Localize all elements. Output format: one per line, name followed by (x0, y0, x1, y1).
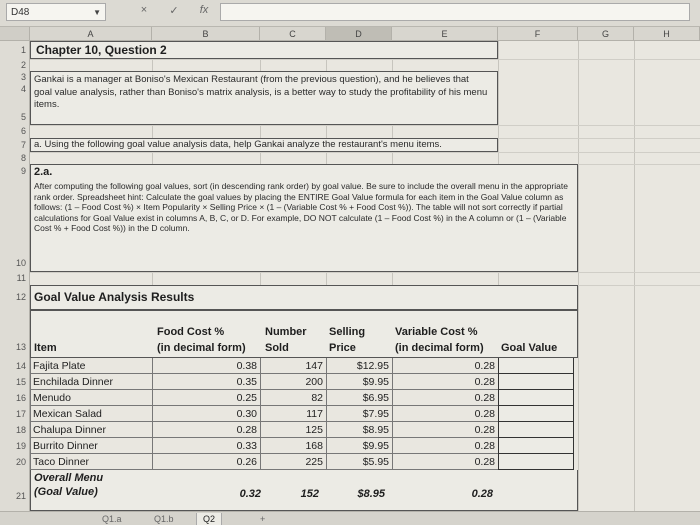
food-cost-cell[interactable]: 0.38 (152, 358, 261, 374)
row-header-21[interactable]: 21 (0, 470, 30, 511)
row-header-11[interactable]: 11 (0, 272, 30, 285)
sheet-tab-bar (0, 511, 700, 525)
name-box[interactable] (6, 3, 106, 21)
var-cost-cell[interactable]: 0.28 (392, 438, 499, 454)
price-cell[interactable]: $12.95 (326, 358, 393, 374)
row-header-20[interactable]: 20 (0, 454, 30, 470)
add-sheet-icon[interactable]: + (260, 514, 266, 524)
row-header-2[interactable]: 2 (0, 59, 30, 71)
overall-var-cost: 0.28 (471, 488, 493, 500)
column-header-e[interactable]: E (392, 27, 498, 41)
food-cost-cell[interactable]: 0.35 (152, 374, 261, 390)
goal-value-cell[interactable] (498, 390, 574, 406)
row-header-18[interactable]: 18 (0, 422, 30, 438)
header-var-2: (in decimal form) (395, 342, 484, 354)
instruction-text: a. Using the following goal value analysis data, help Gankai analyze the restaurant's menu items. (34, 139, 442, 150)
goal-value-cell[interactable] (498, 454, 574, 470)
goal-value-cell[interactable] (498, 422, 574, 438)
sold-cell[interactable]: 200 (260, 374, 327, 390)
part-label: 2.a. (34, 166, 53, 178)
price-cell[interactable]: $5.95 (326, 454, 393, 470)
price-cell[interactable]: $9.95 (326, 374, 393, 390)
header-var-1: Variable Cost % (395, 326, 478, 338)
var-cost-cell[interactable]: 0.28 (392, 358, 499, 374)
row-header-12[interactable]: 12 (0, 285, 30, 310)
header-number-1: Number (265, 326, 307, 338)
column-header-c[interactable]: C (260, 27, 326, 41)
table-header (30, 310, 578, 358)
row-header-5[interactable]: 5 (0, 95, 30, 125)
section-title-box (30, 285, 578, 310)
header-number-2: Sold (265, 342, 289, 354)
goal-value-cell[interactable] (498, 406, 574, 422)
goal-value-cell[interactable] (498, 358, 574, 374)
formula-bar (0, 0, 700, 27)
header-price-1: Selling (329, 326, 366, 338)
goal-value-cell[interactable] (498, 438, 574, 454)
formula-input[interactable] (220, 3, 690, 21)
column-header-h[interactable]: H (634, 27, 700, 41)
row-header-6[interactable]: 6 (0, 125, 30, 138)
overall-row (30, 470, 578, 511)
row-header-15[interactable]: 15 (0, 374, 30, 390)
header-goal-value: Goal Value (501, 342, 558, 354)
row-header-19[interactable]: 19 (0, 438, 30, 454)
column-header-a[interactable]: A (30, 27, 152, 41)
row-header-17[interactable]: 17 (0, 406, 30, 422)
row-header-7[interactable]: 7 (0, 138, 30, 152)
sold-cell[interactable]: 117 (260, 406, 327, 422)
header-item: Item (34, 342, 57, 354)
goal-value-cell[interactable] (498, 374, 574, 390)
item-cell[interactable]: Enchilada Dinner (30, 374, 153, 390)
name-box-value: D48 (11, 7, 30, 18)
sold-cell[interactable]: 125 (260, 422, 327, 438)
overall-label-1: Overall Menu (34, 472, 104, 484)
row-header-1[interactable]: 1 (0, 41, 30, 59)
column-header-d[interactable]: D (326, 27, 392, 41)
row-header-9[interactable]: 9 (0, 164, 30, 178)
column-header-b[interactable]: B (152, 27, 260, 41)
select-all-corner[interactable] (0, 27, 30, 41)
intro-box (30, 71, 498, 125)
price-cell[interactable]: $8.95 (326, 422, 393, 438)
section-title: Goal Value Analysis Results (34, 290, 195, 304)
column-header-f[interactable]: F (498, 27, 578, 41)
food-cost-cell[interactable]: 0.33 (152, 438, 261, 454)
overall-label-2: (Goal Value) (34, 486, 98, 498)
var-cost-cell[interactable]: 0.28 (392, 406, 499, 422)
instruction-box (30, 138, 498, 152)
food-cost-cell[interactable]: 0.26 (152, 454, 261, 470)
header-food-cost-1: Food Cost % (157, 326, 225, 338)
var-cost-cell[interactable]: 0.28 (392, 374, 499, 390)
item-cell[interactable]: Burrito Dinner (30, 438, 153, 454)
overall-sold: 152 (300, 488, 319, 500)
var-cost-cell[interactable]: 0.28 (392, 390, 499, 406)
chevron-down-icon[interactable]: ▼ (93, 8, 101, 17)
price-cell[interactable]: $7.95 (326, 406, 393, 422)
part-text: After computing the following goal values, sort (in descending rank order) by goal value. Be sure to include the overall menu in the appropriate rank order. Spreadsheet hint: Calculate the goal values by placing the ENTIRE Goal Value formula for each item in the Goal Value column as follows: (1 – Food Cost %) × Item Popularity × Selling Price × (1 – (Variable Cost % + Food Cost %)). The table will not sort correctly if partial calculations for Goal Value exist in columns A, B, C, or D. For example, DO NOT calculate (1 – Food Cost %) in the A column or (1 – (Variable Cost % + Food Cost %)) in the D column. (34, 181, 568, 234)
var-cost-cell[interactable]: 0.28 (392, 422, 499, 438)
part-box (30, 164, 578, 272)
page-title: Chapter 10, Question 2 (36, 43, 167, 57)
header-price-2: Price (329, 342, 356, 354)
item-cell[interactable]: Taco Dinner (30, 454, 153, 470)
sold-cell[interactable]: 82 (260, 390, 327, 406)
title-box (30, 41, 498, 59)
price-cell[interactable]: $9.95 (326, 438, 393, 454)
sheet-tab-q1a[interactable]: Q1.a (102, 514, 122, 524)
row-header-14[interactable]: 14 (0, 358, 30, 374)
sheet-tab-q1b[interactable]: Q1.b (154, 514, 174, 524)
food-cost-cell[interactable]: 0.28 (152, 422, 261, 438)
function-icon[interactable]: fx (199, 4, 209, 16)
row-header-13[interactable]: 13 (0, 310, 30, 358)
item-cell[interactable]: Fajita Plate (30, 358, 153, 374)
confirm-icon[interactable]: ✓ (169, 5, 179, 17)
food-cost-cell[interactable]: 0.30 (152, 406, 261, 422)
item-cell[interactable]: Mexican Salad (30, 406, 153, 422)
intro-text: Gankai is a manager at Boniso's Mexican Restaurant (from the previous question), and he believes that goal value analysis, rather than Boniso's matrix analysis, is a better way to study the profitability of his menu items. (34, 74, 488, 110)
overall-price: $8.95 (357, 488, 385, 500)
overall-food-cost: 0.32 (239, 488, 261, 500)
item-cell[interactable]: Menudo (30, 390, 153, 406)
column-header-g[interactable]: G (578, 27, 634, 41)
price-cell[interactable]: $6.95 (326, 390, 393, 406)
row-header-16[interactable]: 16 (0, 390, 30, 406)
item-cell[interactable]: Chalupa Dinner (30, 422, 153, 438)
header-food-cost-2: (in decimal form) (157, 342, 246, 354)
sold-cell[interactable]: 168 (260, 438, 327, 454)
row-header-3[interactable]: 3 (0, 71, 30, 83)
sold-cell[interactable]: 225 (260, 454, 327, 470)
sheet-tab-q2[interactable]: Q2 (196, 513, 222, 525)
row-header-10[interactable]: 10 (0, 178, 30, 272)
row-header-4[interactable]: 4 (0, 83, 30, 95)
cancel-icon[interactable]: × (140, 4, 148, 16)
sold-cell[interactable]: 147 (260, 358, 327, 374)
var-cost-cell[interactable]: 0.28 (392, 454, 499, 470)
food-cost-cell[interactable]: 0.25 (152, 390, 261, 406)
row-header-8[interactable]: 8 (0, 152, 30, 164)
